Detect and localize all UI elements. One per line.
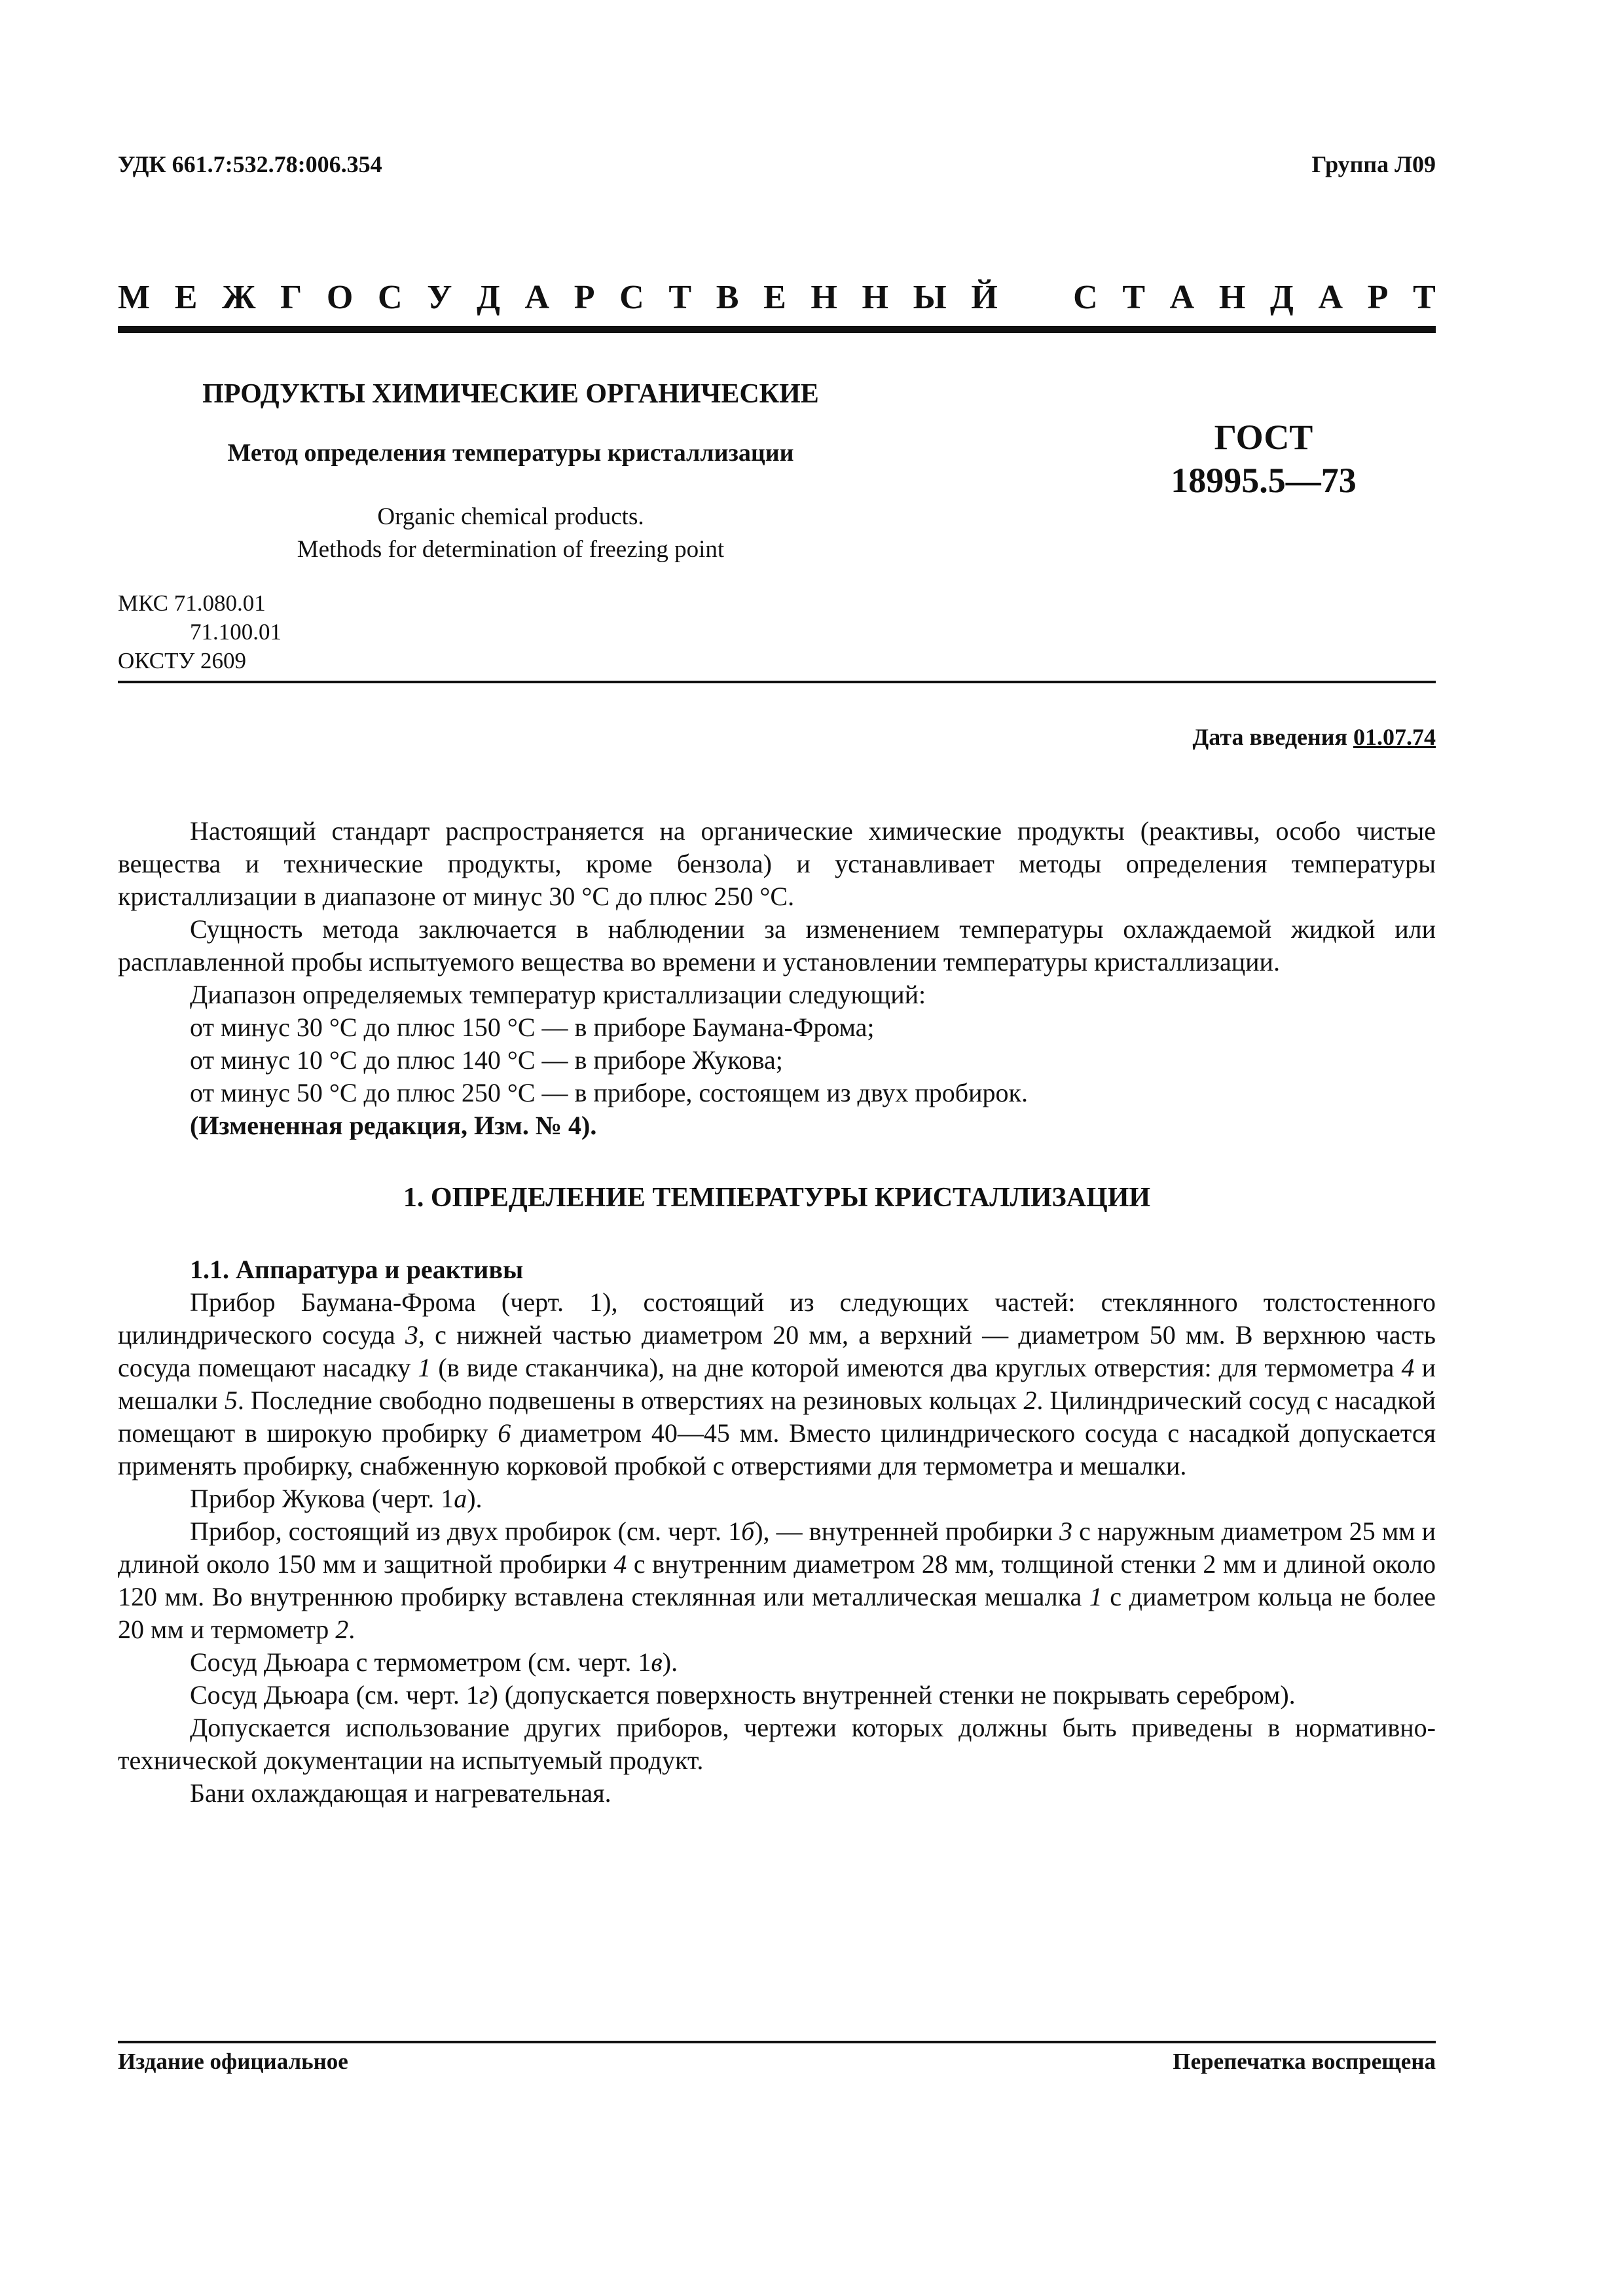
- list-item: от минус 10 °С до плюс 140 °С — в приборе Жукова;: [190, 1045, 783, 1075]
- paragraph: Сосуд Дьюара (см. черт. 1г) (допускается поверхность внутренней стенки не покрывать серебром).: [190, 1680, 1296, 1710]
- group-code: Группа Л09: [1311, 151, 1436, 177]
- english-title: Organic chemical products. Methods for determination of freezing point: [297, 503, 725, 563]
- classification-codes: МКС 71.080.01 71.100.01 ОКСТУ 2609: [118, 590, 282, 673]
- document-body: [118, 815, 1436, 1810]
- paragraph: Сущность метода заключается в наблюдении за изменением температуры охлаждаемой жидкой или расплавленной пробы испытуемого вещества во времени и установлении температуры кристаллизации.: [118, 914, 1436, 977]
- paragraph: Прибор Баумана-Фрома (черт. 1), состоящий из следующих частей: стеклянного толстостенного цилиндрического сосуда 3, с нижней частью диаметром 20 мм, а верхний — диаметром 50 мм. В верхнюю часть сосуда помещают насадку 1 (в виде стаканчика), на дне которой имеются два круглых отверстия: для термометра 4 и мешалки 5. Последние свободно подвешены в отверстиях на резиновых кольцах 2. Цилиндрический сосуд с насадкой помещают в широкую пробирку 6 диаметром 40—45 мм. Вместо цилиндрического сосуда с насадкой допускается применять пробирку, снабженную корковой пробкой с отверстиями для термометра и мешалки.: [118, 1287, 1436, 1480]
- udk-code: УДК 661.7:532.78:006.354: [118, 151, 382, 177]
- gost-number: 18995.5—73: [1171, 461, 1357, 500]
- paragraph: Прибор, состоящий из двух пробирок (см. черт. 1б), — внутренней пробирки 3 с наружным диаметром 25 мм и длиной около 150 мм и защитной пробирки 4 с внутренним диаметром 28 мм, толщиной стенки 2 мм и длиной около 120 мм. Во внутреннюю пробирку вставлена стеклянная или металлическая мешалка 1 с диаметром кольца не более 20 мм и термометр 2.: [118, 1516, 1436, 1644]
- list-item: от минус 30 °С до плюс 150 °С — в приборе Баумана-Фрома;: [190, 1013, 875, 1042]
- header-divider: [118, 681, 1436, 683]
- paragraph: Диапазон определяемых температур кристаллизации следующий:: [190, 980, 926, 1009]
- section-heading: 1. ОПРЕДЕЛЕНИЕ ТЕМПЕРАТУРЫ КРИСТАЛЛИЗАЦИИ: [403, 1183, 1151, 1213]
- paragraph: Прибор Жукова (черт. 1а).: [190, 1484, 483, 1513]
- official-edition-note: Издание официальное: [118, 2049, 348, 2074]
- gost-designation: [1100, 416, 1427, 502]
- introduction-date: Дата введения 01.07.74: [1192, 724, 1436, 750]
- subsection-heading: 1.1. Аппаратура и реактивы: [190, 1255, 524, 1284]
- document-subtitle: Метод определения температуры кристаллизации: [227, 439, 794, 467]
- interstate-standard-banner: М Е Ж Г О С У Д А Р С Т В Е Н Н Ы Й С Т А Н Д А Р Т: [118, 279, 1436, 316]
- paragraph: Допускается использование других приборов, чертежи которых должны быть приведены в нормативно-технической документации на испытуемый продукт.: [118, 1713, 1436, 1775]
- reprint-prohibited-note: Перепечатка воспрещена: [1173, 2049, 1436, 2074]
- amendment-note: (Измененная редакция, Изм. № 4).: [190, 1111, 597, 1140]
- paragraph: Сосуд Дьюара с термометром (см. черт. 1в).: [190, 1647, 678, 1677]
- footer-divider: [118, 2041, 1436, 2043]
- paragraph: Бани охлаждающая и нагревательная.: [190, 1778, 611, 1808]
- document-title: ПРОДУКТЫ ХИМИЧЕСКИЕ ОРГАНИЧЕСКИЕ: [202, 379, 819, 409]
- top-divider: [118, 326, 1436, 333]
- gost-label: ГОСТ: [1214, 418, 1313, 457]
- paragraph: Настоящий стандарт распространяется на органические химические продукты (реактивы, особо чистые вещества и технические продукты, кроме бензола) и устанавливает методы определения температуры кристаллизации в диапазоне от минус 30 °С до плюс 250 °С.: [118, 816, 1436, 911]
- list-item: от минус 50 °С до плюс 250 °С — в приборе, состоящем из двух пробирок.: [190, 1078, 1028, 1107]
